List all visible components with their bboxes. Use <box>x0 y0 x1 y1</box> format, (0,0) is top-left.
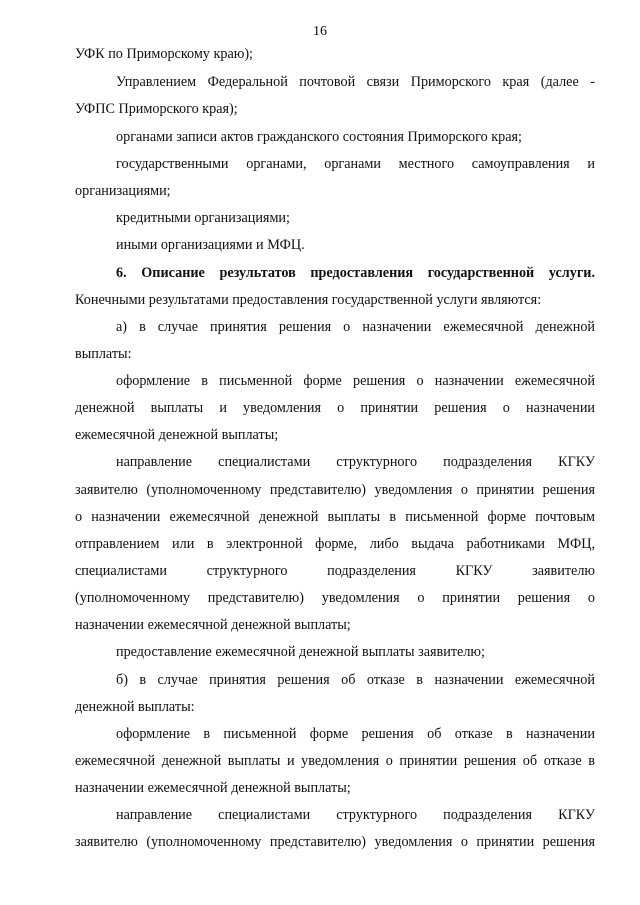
text-line: б) в случае принятия решения об отказе в назначении ежемесячной <box>116 672 595 688</box>
text-line: органами записи актов гражданского состояния Приморского края; <box>116 129 522 145</box>
text-line: УФПС Приморского края); <box>75 101 238 117</box>
text-line: УФК по Приморскому краю); <box>75 46 254 62</box>
text-line: иными организациями и МФЦ. <box>116 237 305 253</box>
text-line: назначении ежемесячной денежной выплаты; <box>75 780 351 796</box>
text-line: (уполномоченному представителю) уведомления о принятии решения о <box>75 590 595 606</box>
text-line: оформление в письменной форме решения о назначении ежемесячной <box>116 373 595 389</box>
text-line: направление специалистами структурного подразделения КГКУ <box>116 807 595 823</box>
text-line: денежной выплаты: <box>75 699 195 715</box>
text-line: Конечными результатами предоставления государственной услуги являются: <box>75 292 542 308</box>
text-line: выплаты: <box>75 346 132 362</box>
text-line: государственными органами, органами местного самоуправления и <box>116 156 595 172</box>
text-line: а) в случае принятия решения о назначении ежемесячной денежной <box>116 319 595 335</box>
section-heading: 6. Описание результатов предоставления государственной услуги. <box>116 265 595 281</box>
text-line: организациями; <box>75 183 171 199</box>
text-line: заявителю (уполномоченному представителю) уведомления о принятии решения <box>75 834 595 850</box>
text-line: предоставление ежемесячной денежной выплаты заявителю; <box>116 644 485 660</box>
text-line: ежемесячной денежной выплаты; <box>75 427 279 443</box>
text-line: Управлением Федеральной почтовой связи Приморского края (далее - <box>116 74 595 90</box>
text-line: специалистами структурного подразделения КГКУ заявителю <box>75 563 595 579</box>
text-line: оформление в письменной форме решения об отказе в назначении <box>116 726 595 742</box>
text-line: ежемесячной денежной выплаты и уведомления о принятии решения об отказе в <box>75 753 595 769</box>
text-line: денежной выплаты и уведомления о принятии решения о назначении <box>75 400 595 416</box>
text-line: назначении ежемесячной денежной выплаты; <box>75 617 351 633</box>
text-line: заявителю (уполномоченному представителю) уведомления о принятии решения <box>75 482 595 498</box>
text-line: направление специалистами структурного подразделения КГКУ <box>116 454 595 470</box>
text-line: кредитными организациями; <box>116 210 290 226</box>
text-line: о назначении ежемесячной денежной выплаты в письменной форме почтовым <box>75 509 595 525</box>
page-number: 16 <box>313 24 327 39</box>
text-line: отправлением или в электронной форме, либо выдача работниками МФЦ, <box>75 536 595 552</box>
